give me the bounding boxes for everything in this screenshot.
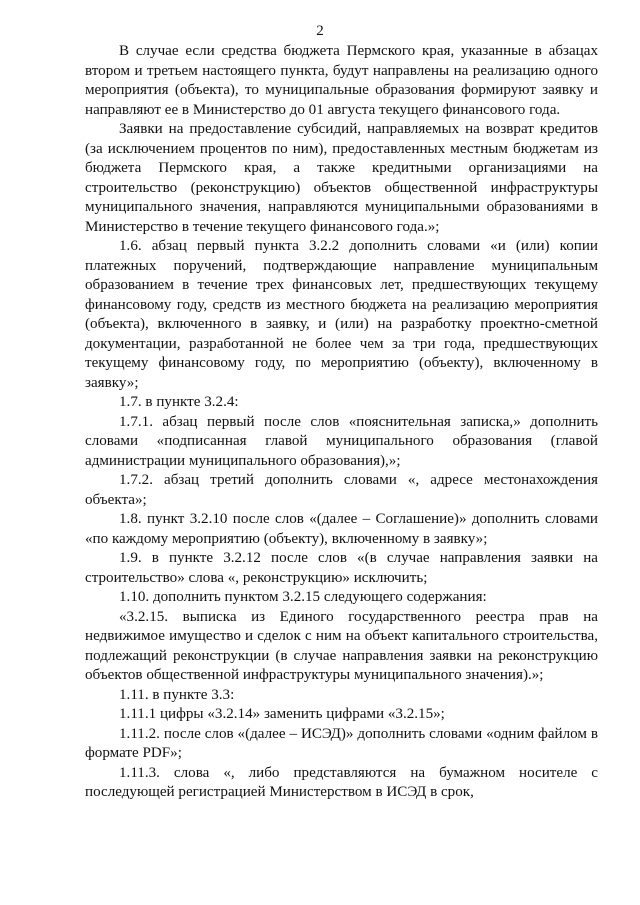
paragraph-1-11-3: 1.11.3. слова «, либо представляются на бумажном носителе с последующей регистрацией Министерством в ИСЭД в срок, xyxy=(85,764,598,800)
paragraph-1-11-1: 1.11.1 цифры «3.2.14» заменить цифрами «3.2.15»; xyxy=(119,706,445,722)
paragraph-1-9: 1.9. в пункте 3.2.12 после слов «(в случае направления заявки на строительство» слова «, реконструкцию» исключить; xyxy=(85,550,598,586)
paragraph-1-7-2: 1.7.2. абзац третий дополнить словами «, адресе местонахождения объекта»; xyxy=(85,472,598,508)
paragraph-1-6: 1.6. абзац первый пункта 3.2.2 дополнить словами «и (или) копии платежных поручений, подтверждающие направление муниципальным образованием в течение трех финансовых лет, предшествующих текущему финансовому году, средств из местного бюджета на реализацию мероприятия (объекта), включенного в заявку, и (или) на разработку проектно-сметной документации, разработанной не более чем за три года, предшествующих текущему финансовому году, по мероприятию (объекту), включенному в заявку»; xyxy=(85,238,598,391)
paragraph-3-2-15: «3.2.15. выписка из Единого государственного реестра прав на недвижимое имущество и сделок с ним на объект капитального строительства, подлежащий реконструкции (в случае направления заявки на реконструкцию объектов общественной инфраструктуры муниципального значения).»; xyxy=(85,608,598,683)
paragraph-1-11-2: 1.11.2. после слов «(далее – ИСЭД)» дополнить словами «одним файлом в формате PDF»; xyxy=(85,725,598,761)
paragraph-1-10: 1.10. дополнить пунктом 3.2.15 следующего содержания: xyxy=(119,589,487,605)
paragraph-1-8: 1.8. пункт 3.2.10 после слов «(далее – Соглашение)» дополнить словами «по каждому мероприятию (объекту), включенному в заявку»; xyxy=(85,511,598,547)
page-number: 2 xyxy=(316,23,324,39)
document-body xyxy=(85,42,598,803)
paragraph-1-7-1: 1.7.1. абзац первый после слов «пояснительная записка,» дополнить словами «подписанная главой муниципального образования (главой администрации муниципального образования),»; xyxy=(85,413,598,469)
paragraph-1-11: 1.11. в пункте 3.3: xyxy=(119,686,235,703)
paragraph-2: Заявки на предоставление субсидий, направляемых на возврат кредитов (за исключением процентов по ним), предоставленных местным бюджетам из бюджета Пермского края, а также кредитными организациями на строительство (реконструкцию) объектов общественной инфраструктуры муниципального значения, направляются муниципальными образованиями в Министерство в течение текущего финансового года.»; xyxy=(85,121,598,235)
paragraph-1: В случае если средства бюджета Пермского края, указанные в абзацах втором и третьем настоящего пункта, будут направлены на реализацию одного мероприятия (объекта), то муниципальные образования формируют заявку и направляют ее в Министерство до 01 августа текущего финансового года. xyxy=(85,43,598,118)
paragraph-1-7: 1.7. в пункте 3.2.4: xyxy=(119,394,239,410)
